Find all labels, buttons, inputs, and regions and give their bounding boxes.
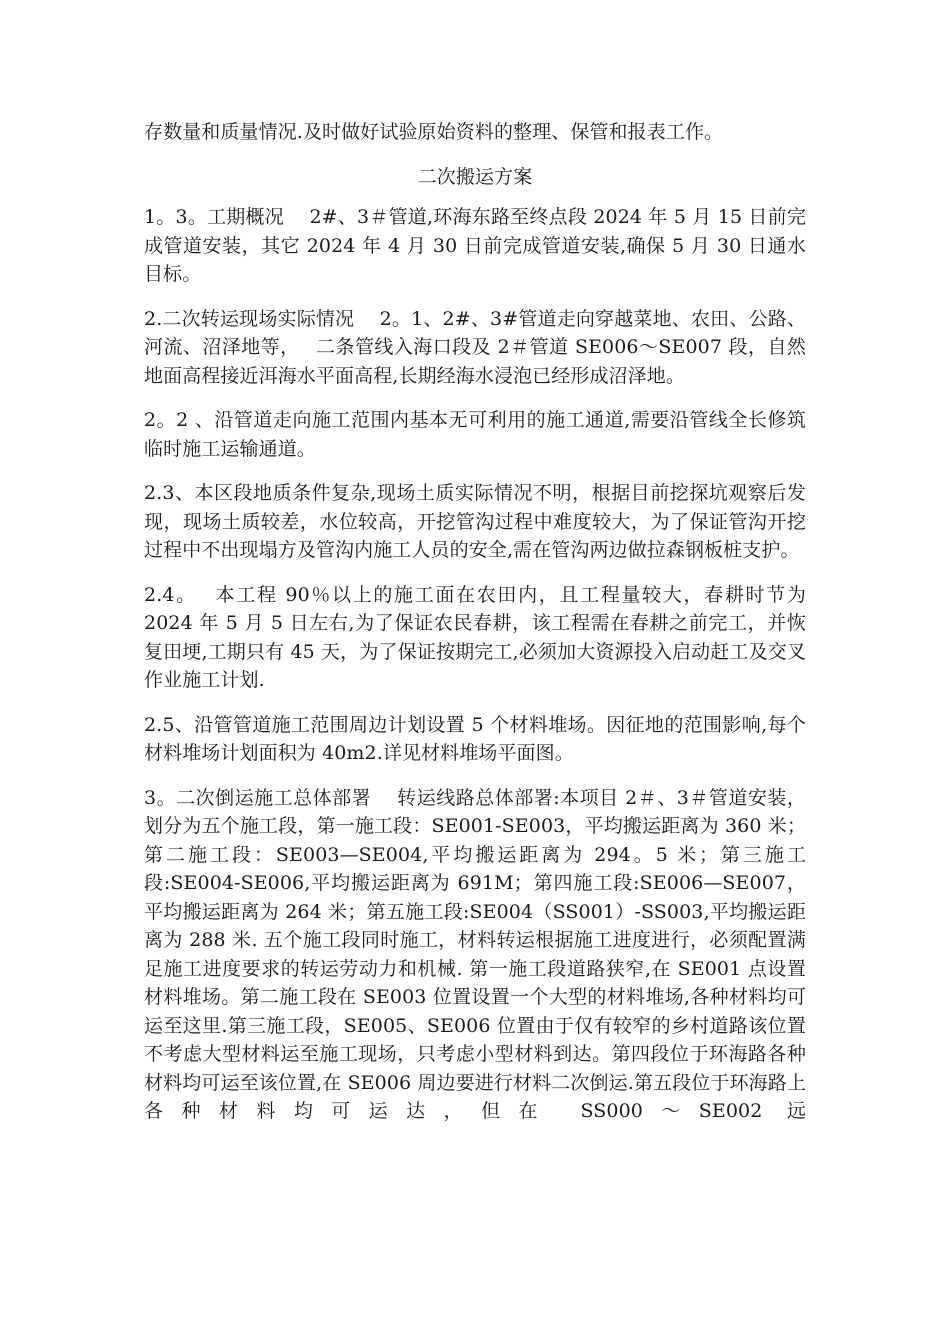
- paragraph-transport-deployment: 3。二次倒运施工总体部署 转运线路总体部署:本项目 2＃、3＃管道安装，划分为五个施工段，第一施工段：SE001-SE003，平均搬运距离为 360 米；第二施工段：SE003—SE004,平均搬运距离为 294。5 米；第三施工段:SE004-SE006,平均搬运距离为 691M；第四施工段:SE006—SE007，平均搬运距离为 264 米；第五施工段:SE004（SS001）-SS003,平均搬运距离为 288 米. 五个施工段同时施工，材料转运根据施工进度进行，必须配置满足施工进度要求的转运劳动力和机械. 第一施工段道路狭窄,在 SE001 点设置材料堆场。第二施工段在 SE003 位置设置一个大型的材料堆场,各种材料均可运至这里.第三施工段，SE005、SE006 位置由于仅有较窄的乡村道路该位置不考虑大型材料运至施工现场，只考虑小型材料到达。第四段位于环海路各种材料均可运至该位置,在 SE006 周边要进行材料二次倒运.第五段位于环海路上各种材料均可运达，但在 SS000～SE002 远: [144, 786, 806, 1122]
- paragraph-schedule-overview: 1。3。工期概况 2#、3＃管道,环海东路至终点段 2024 年 5 月 15 日前完成管道安装，其它 2024 年 4 月 30 日前完成管道安装,确保 5 月 30 日通水目标。: [144, 206, 806, 285]
- document-body: [144, 118, 806, 1142]
- paragraph-farmland-deadline: 2.4。 本工程 90％以上的施工面在农田内，且工程量较大，春耕时节为 2024 年 5 月 5 日左右,为了保证农民春耕，该工程需在春耕之前完工，并恢复田埂,工期只有 45 天，为了保证按期完工,必须加大资源投入启动赶工及交叉作业施工计划.: [144, 583, 806, 691]
- section-title: 二次搬运方案: [417, 165, 533, 188]
- paragraph-site-conditions: 2.二次转运现场实际情况 2。1、2#、3#管道走向穿越菜地、农田、公路、河流、沼泽地等， 二条管线入海口段及 2＃管道 SE006～SE007 段，自然地面高程接近洱海水平面高程,长期经海水浸泡已经形成沼泽地。: [144, 307, 806, 387]
- continuation-paragraph: 存数量和质量情况.及时做好试验原始资料的整理、保管和报表工作。: [144, 121, 724, 143]
- paragraph-geology: 2.3、本区段地质条件复杂,现场土质实际情况不明，根据目前挖探坑观察后发现，现场土质较差，水位较高，开挖管沟过程中难度较大，为了保证管沟开挖过程中不出现塌方及管沟内施工人员的安全,需在管沟两边做拉森钢板桩支护。: [144, 482, 806, 561]
- paragraph-material-yards: 2.5、沿管管道施工范围周边计划设置 5 个材料堆场。因征地的范围影响,每个材料堆场计划面积为 40m2.详见材料堆场平面图。: [144, 713, 806, 764]
- paragraph-access-road: 2。2 、沿管道走向施工范围内基本无可利用的施工通道,需要沿管线全长修筑临时施工运输通道。: [144, 409, 806, 460]
